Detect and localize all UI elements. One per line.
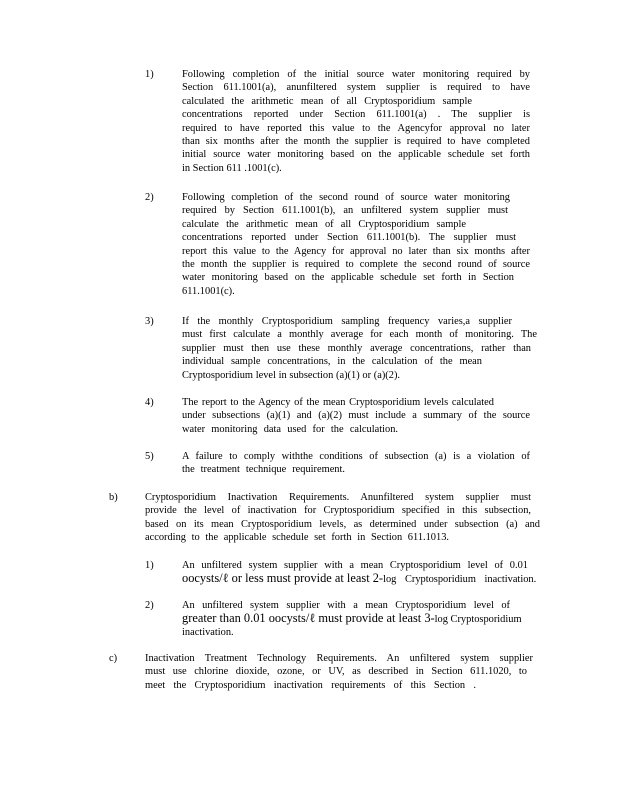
text-line: A failure to comply withthe conditions of subsection (a) is a violation of [182,451,530,462]
text-line: calculate the arithmetic mean of all Cryptosporidium sample [182,218,466,230]
text-line [182,571,537,586]
text-line: An unfiltered system supplier with a mean Cryptosporidium level of 0.01 [182,560,528,571]
text-line: An unfiltered system supplier with a mean Cryptosporidium level of [182,600,510,611]
text-line: water monitoring based on the applicable schedule set forth in Section [182,272,514,284]
list-item-a4 [145,396,530,440]
item-text [182,191,530,298]
list-item-a1 [145,68,530,180]
item-number: 5) [145,451,154,462]
text-line: Cryptosporidium Inactivation Requirements. Anunfiltered system supplier must [145,492,531,503]
text-line [182,612,530,626]
text-line: Inactivation Treatment Technology Requirements. An unfiltered system supplier [145,653,533,664]
text-line: the month the supplier is required to complete the second round of source [182,259,530,271]
item-number: 1) [145,69,154,80]
text-line: The report to the Agency of the mean Cryptosporidium levels calculated [182,397,494,408]
text-line: calculated the arithmetic mean of all Cryptosporidium sample [182,95,472,107]
item-text [182,559,537,587]
item-text [182,396,530,436]
subsection-c [109,652,540,696]
text-line-small: log Cryptosporidium inactivation. [383,574,537,586]
text-line: concentrations reported under Section 611.1001(b). The supplier must [182,232,516,244]
text-line: supplier must then use these monthly average concentrations, rather than [182,342,531,354]
text-line: meet the Cryptosporidium inactivation requirements of this Section . [145,679,476,691]
item-number: c) [109,653,118,664]
list-item-a3 [145,315,537,385]
item-text [145,652,540,692]
text-line: based on its mean Cryptosporidium levels, as determined under subsection (a) and [145,518,540,530]
text-line: must first calculate a monthly average for each month of monitoring. The [182,329,537,341]
text-line-small: log Cryptosporidium [434,614,522,626]
list-item-a2 [145,191,530,303]
list-item-a5 [145,450,530,480]
item-number: 2) [145,192,154,203]
text-line: report this value to the Agency for approval no later than six months after [182,245,530,257]
list-item-b2 [145,599,530,643]
text-line: under subsections (a)(1) and (a)(2) must include a summary of the source [182,410,530,422]
item-number: 1) [145,560,154,571]
item-number: 4) [145,397,154,408]
text-line: required by Section 611.1001(b), an unfiltered system supplier must [182,205,508,217]
text-line: If the monthly Cryptosporidium sampling frequency varies,a supplier [182,316,512,327]
text-line-large: oocysts/ℓ or less must provide at least 2- [182,571,384,586]
text-line: individual sample concentrations, in the calculation of the mean [182,356,482,368]
item-text [182,68,530,175]
item-number: 3) [145,316,154,327]
list-item-b1 [145,559,537,591]
text-line: provide the level of inactivation for Cryptosporidium specified in this subsection, [145,505,531,517]
text-line: than six months after the month the supplier is required to have completed [182,136,530,148]
text-line: Section 611.1001(a), anunfiltered system supplier is required to have [182,82,530,94]
item-text [182,450,530,477]
text-line: according to the applicable schedule set forth in Section 611.1013. [145,532,449,544]
text-line: Following completion of the initial source water monitoring required by [182,69,530,80]
text-line: concentrations reported under Section 611.1001(a) . The supplier is [182,109,530,121]
text-line: initial source water monitoring based on the applicable schedule set forth [182,149,530,161]
text-line: in Section 611 .1001(c). [182,162,282,174]
item-number: 2) [145,600,154,611]
text-line-large: greater than 0.01 oocysts/ℓ must provide at least 3- [182,611,435,626]
text-line: inactivation. [182,626,234,638]
item-text [182,315,537,382]
text-line: Cryptosporidium level in subsection (a)(1) or (a)(2). [182,369,400,381]
subsection-b [109,491,540,549]
text-line: required to have reported this value to the Agencyfor approval no later [182,122,530,134]
item-number: b) [109,492,118,503]
text-line: water monitoring data used for the calculation. [182,423,398,435]
text-line: 611.1001(c). [182,285,235,297]
text-line: must use chlorine dioxide, ozone, or UV, as described in Section 611.1020, to [145,666,527,678]
text-line: the treatment technique requirement. [182,464,345,476]
text-line: Following completion of the second round of source water monitoring [182,192,510,203]
item-text [145,491,540,545]
item-text [182,599,530,638]
